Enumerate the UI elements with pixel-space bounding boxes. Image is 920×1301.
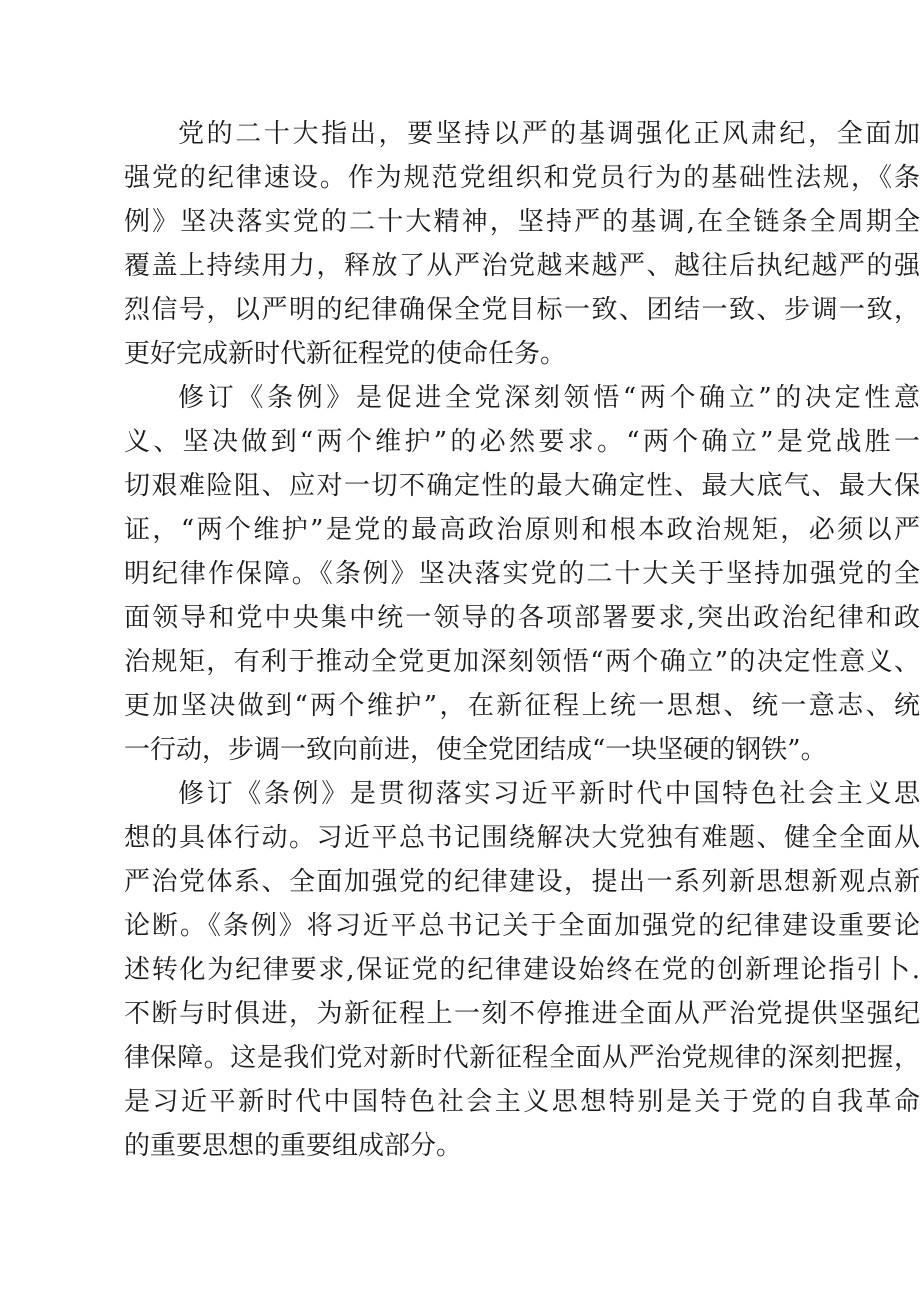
paragraph-line: 修订《条例》是促进全党深刻领悟“两个确立”的决定性意 (178, 383, 920, 413)
paragraph-line: 述转化为纪律要求,保证党的纪律建设始终在党的创新理论指引卜. (124, 955, 920, 985)
paragraph-line: 更好完成新时代新征程党的使命任务。 (124, 339, 567, 369)
paragraph-line: 义、坚决做到“两个维护”的必然要求。“两个确立”是党战胜一 (124, 427, 920, 457)
paragraph-line: 覆盖上持续用力，释放了从严治党越来越严、越往后执纪越严的强 (124, 251, 920, 281)
paragraph-line: 论断。《条例》将习近平总书记关于全面加强党的纪律建设重要论 (124, 911, 920, 941)
paragraph-line: 切艰难险阻、应对一切不确定性的最大确定性、最大底气、最大保 (124, 471, 920, 501)
paragraph-line: 党的二十大指出，要坚持以严的基调强化正风肃纪，全面加 (178, 119, 920, 149)
paragraph-line: 例》坚决落实党的二十大精神，坚持严的基调,在全链条全周期全 (124, 207, 920, 237)
paragraph-line: 修订《条例》是贯彻落实习近平新时代中国特色社会主义思 (178, 779, 920, 809)
paragraph-line: 一行动，步调一致向前进，使全党团结成“一块坚硬的钢铁”。 (124, 735, 827, 765)
paragraph-line: 烈信号，以严明的纪律确保全党目标一致、团结一致、步调一致， (124, 295, 920, 325)
paragraph-line: 治规矩，有利于推动全党更加深刻领悟“两个确立”的决定性意义、 (124, 647, 920, 677)
paragraph-line: 严治党体系、全面加强党的纪律建设，提出一系列新思想新观点新 (124, 867, 920, 897)
paragraph-line: 律保障。这是我们党对新时代新征程全面从严治党规律的深刻把握， (124, 1043, 920, 1073)
paragraph-line: 强党的纪律速设。作为规范党组织和党员行为的基础性法规，《条 (124, 163, 920, 193)
paragraph-line: 不断与时俱进，为新征程上一刻不停推进全面从严治党提供坚强纪 (124, 999, 920, 1029)
paragraph-line: 面领导和党中央集中统一领导的各项部署要求,突出政治纪律和政 (124, 603, 920, 633)
paragraph-line: 更加坚决做到“两个维护”，在新征程上统一思想、统一意志、统 (124, 691, 920, 721)
paragraph-line: 想的具体行动。习近平总书记围绕解决大党独有难题、健全全面从 (124, 823, 920, 853)
paragraph-line: 的重要思想的重要组成部分。 (124, 1131, 463, 1161)
paragraph-line: 是习近平新时代中国特色社会主义思想特别是关于党的自我革命 (124, 1087, 920, 1117)
paragraph-line: 明纪律作保障。《条例》坚决落实党的二十大关于坚持加强党的全 (124, 559, 920, 589)
paragraph-line: 证，“两个维护”是党的最高政治原则和根本政治规矩，必须以严 (124, 515, 920, 545)
